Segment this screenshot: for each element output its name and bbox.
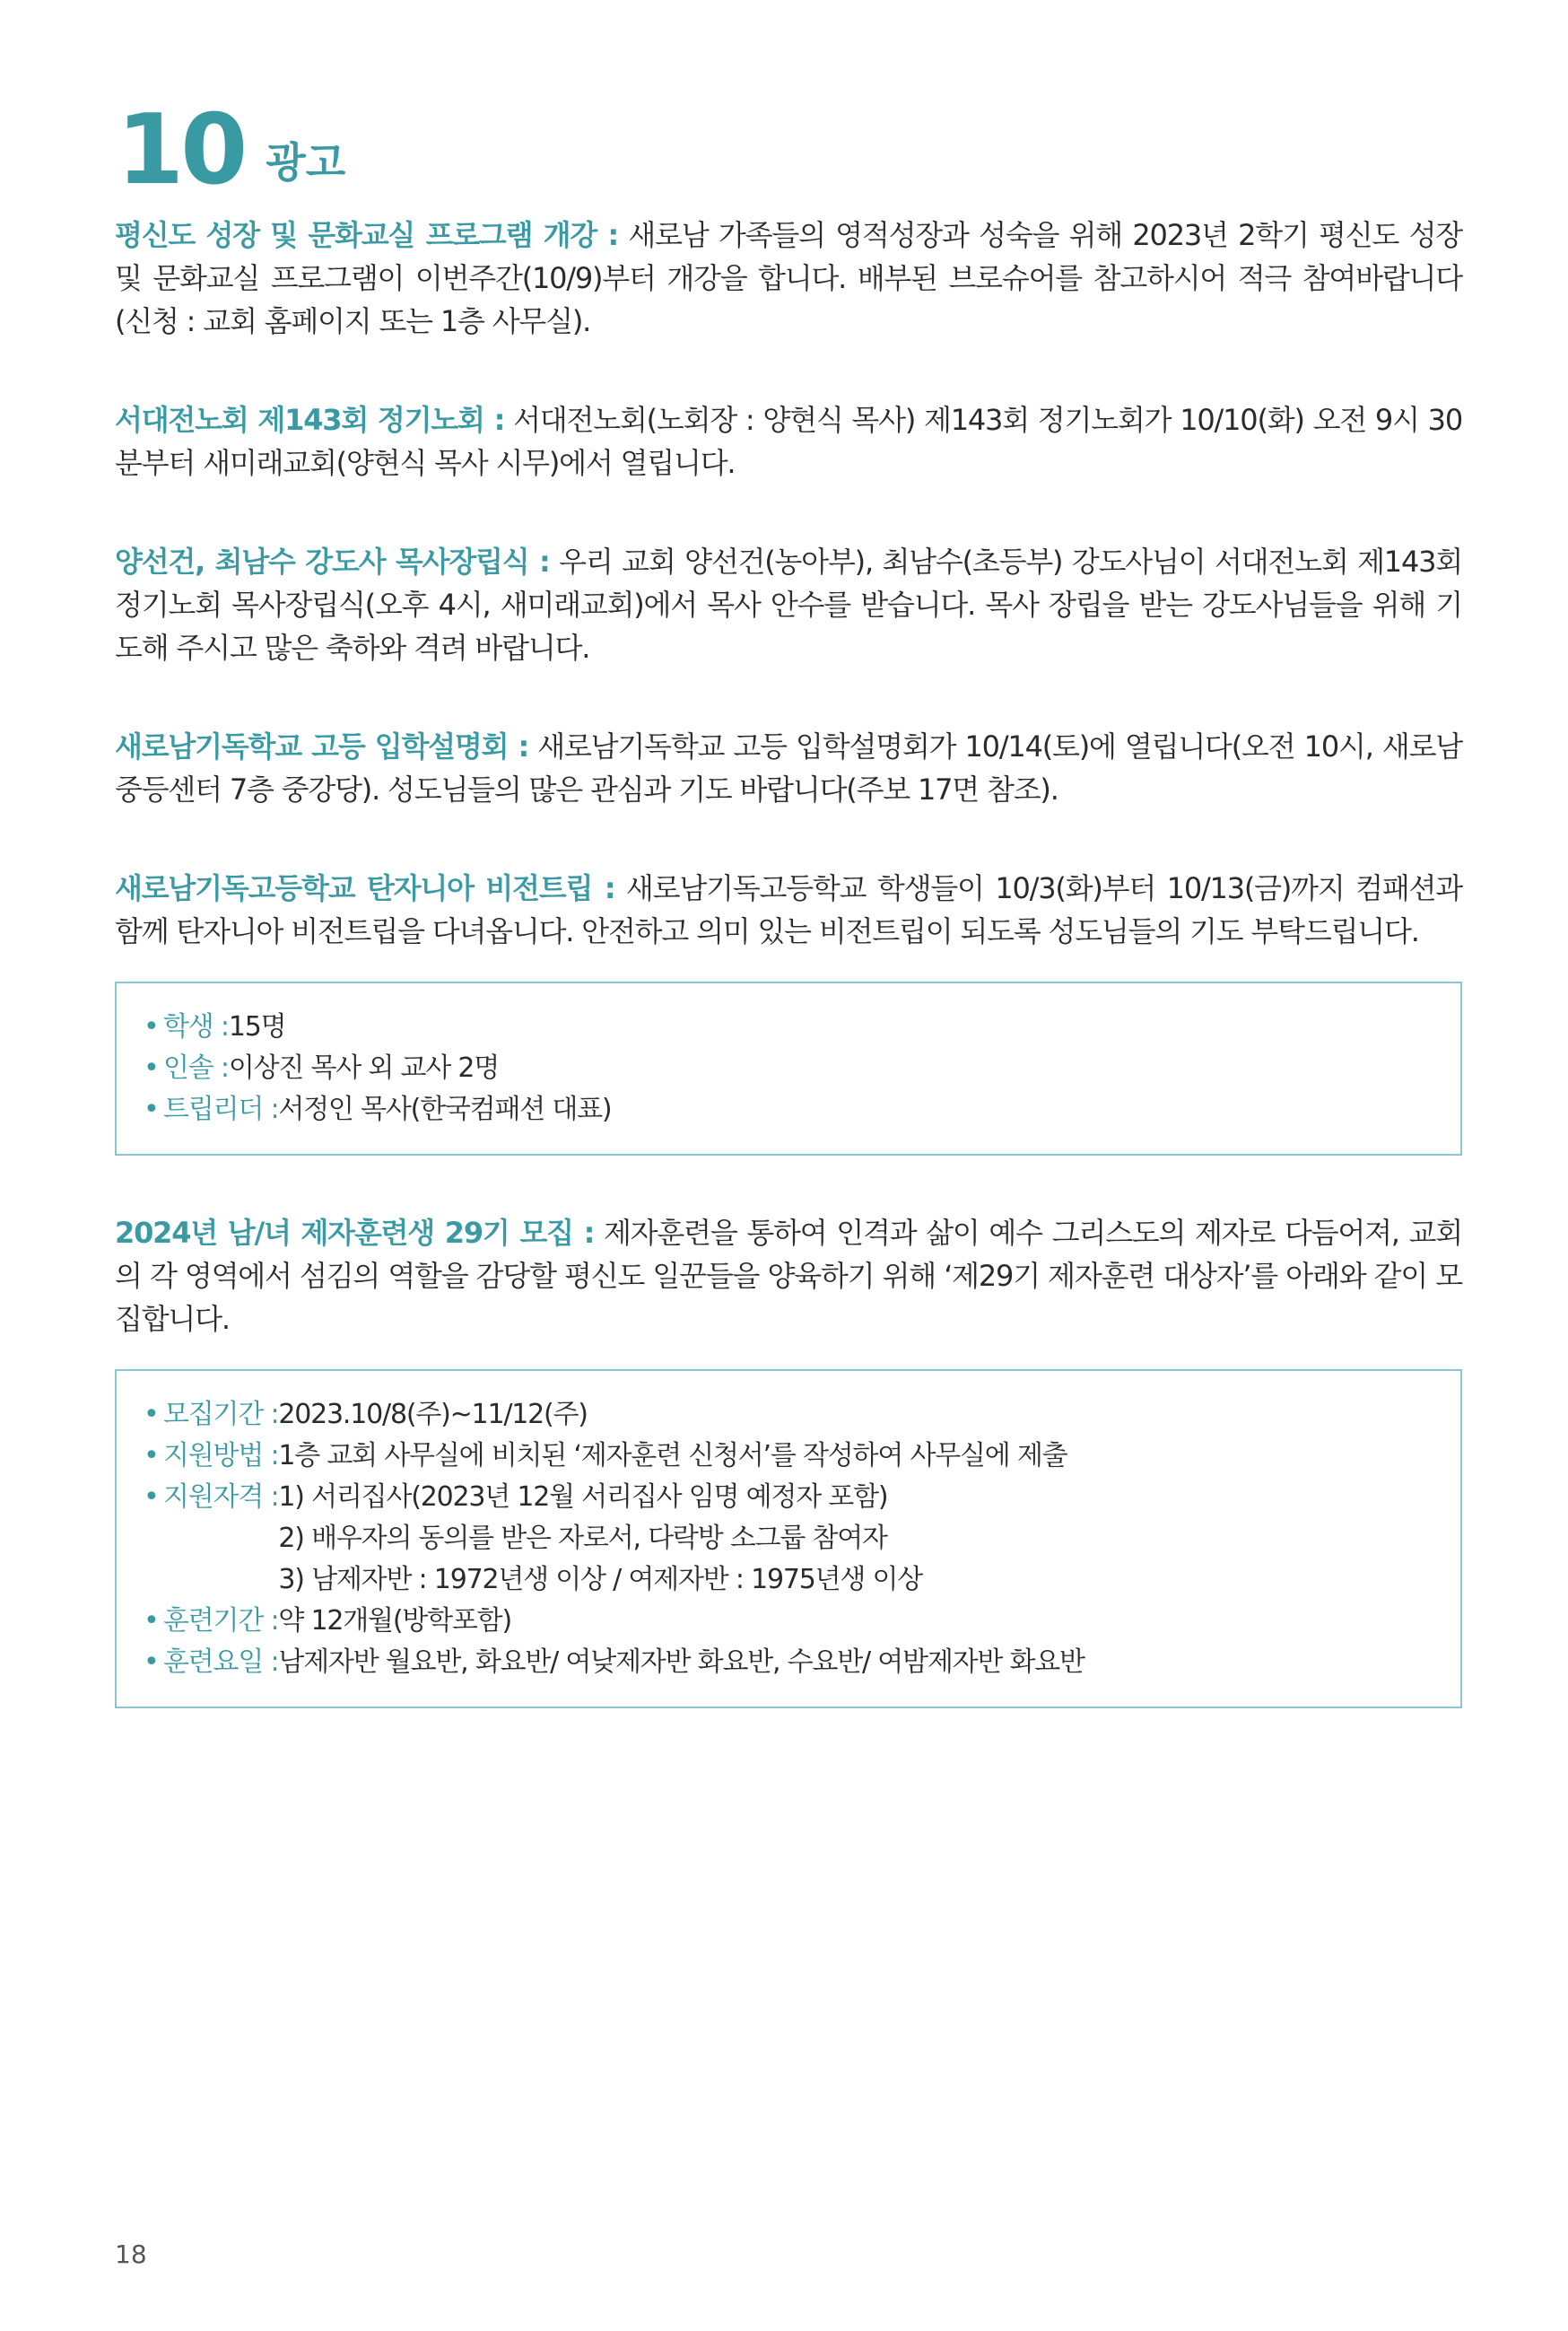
info-label: 인솔 :: [163, 1052, 229, 1084]
info-value: 남제자반 월요반, 화요반/ 여낮제자반 화요반, 수요반/ 여밤제자반 화요반: [278, 1646, 1085, 1678]
page-number: 18: [115, 2239, 147, 2269]
notice-title: 서대전노회 제143회 정기노회 :: [115, 403, 505, 437]
info-value: 이상진 목사 외 교사 2명: [228, 1052, 500, 1084]
info-label: 학생 :: [163, 1011, 229, 1043]
notice-title: 새로남기독고등학교 탄자니아 비전트립 :: [115, 871, 615, 905]
bullet-icon: •: [144, 1440, 159, 1471]
trip-info-row: [144, 1048, 1460, 1089]
info-value: 2023.10/8(주)~11/12(주): [278, 1399, 588, 1430]
info-value: 1) 서리집사(2023년 12월 서리집사 임명 예정자 포함): [278, 1481, 888, 1513]
trip-info-row: [144, 1007, 1460, 1048]
bullet-icon: •: [144, 1399, 159, 1430]
section-header: [117, 94, 346, 206]
trip-info-row: [144, 1089, 1460, 1131]
disciple-info-row: [144, 1601, 1460, 1642]
bullet-icon: •: [144, 1605, 159, 1637]
trip-info-box: [115, 982, 1462, 1156]
info-label: 지원자격 :: [163, 1481, 279, 1513]
info-label: 훈련기간 :: [163, 1605, 279, 1637]
notice-body: 새로남기독학교 고등 입학설명회가 10/14(토)에 열립니다(오전 10시, 새로남중등센터 7층 중강당). 성도님들의 많은 관심과 기도 바랍니다(주보 17면 참조).: [115, 729, 1462, 807]
qualification-lines: [278, 1477, 922, 1601]
info-label: 훈련요일 :: [163, 1646, 279, 1678]
bullet-icon: •: [144, 1052, 159, 1084]
notice-body: 새로남 가족들의 영적성장과 성숙을 위해 2023년 2학기 평신도 성장 및 문화교실 프로그램이 이번주간(10/9)부터 개강을 합니다. 배부된 브로슈어를 참고하시어 적극 참여바랍니다(신청 : 교회 홈페이지 또는 1층 사무실).: [115, 218, 1462, 338]
notice-admission: [115, 725, 1462, 811]
section-number: 10: [117, 94, 245, 206]
notice-lay-program: [115, 214, 1462, 343]
notice-title: 양선건, 최남수 강도사 목사장립식 :: [115, 545, 550, 579]
bullet-icon: •: [144, 1481, 159, 1513]
disciple-info-row: [144, 1394, 1460, 1436]
disciple-info-row: [144, 1642, 1460, 1683]
info-value: 3) 남제자반 : 1972년생 이상 / 여제자반 : 1975년생 이상: [278, 1564, 923, 1595]
notice-vision-trip: [115, 867, 1462, 953]
notice-body: 우리 교회 양선건(농아부), 최남수(초등부) 강도사님이 서대전노회 제143회 정기노회 목사장립식(오후 4시, 새미래교회)에서 목사 안수를 받습니다. 목사 장립을 받는 강도사님들을 위해 기도해 주시고 많은 축하와 격려 바랍니다.: [115, 545, 1462, 665]
info-label: 트립리더 :: [163, 1094, 279, 1125]
info-value: 15명: [228, 1011, 286, 1043]
notice-body: 서대전노회(노회장 : 양현식 목사) 제143회 정기노회가 10/10(화) 오전 9시 30분부터 새미래교회(양현식 목사 시무)에서 열립니다.: [115, 403, 1463, 480]
notice-body: 제자훈련을 통하여 인격과 삶이 예수 그리스도의 제자로 다듬어져, 교회의 각 영역에서 섬김의 역할을 감당할 평신도 일꾼들을 양육하기 위해 ‘제29기 제자훈련 대상자’를 아래와 같이 모집합니다.: [115, 1216, 1463, 1336]
notice-ordination: [115, 540, 1462, 669]
info-value: 서정인 목사(한국컴패션 대표): [278, 1094, 612, 1125]
bullet-icon: •: [144, 1646, 159, 1678]
disciple-info-box: [115, 1369, 1462, 1708]
info-value: 약 12개월(방학포함): [278, 1605, 511, 1637]
bullet-icon: •: [144, 1011, 159, 1043]
notice-title: 평신도 성장 및 문화교실 프로그램 개강 :: [115, 218, 619, 252]
info-label: 모집기간 :: [163, 1399, 279, 1430]
disciple-info-row: [144, 1436, 1460, 1477]
info-value: 2) 배우자의 동의를 받은 자로서, 다락방 소그룹 참여자: [278, 1523, 887, 1554]
info-label: 지원방법 :: [163, 1440, 279, 1471]
info-value: 1층 교회 사무실에 비치된 ‘제자훈련 신청서’를 작성하여 사무실에 제출: [278, 1440, 1067, 1471]
notices-content: [115, 214, 1462, 1764]
notice-title: 새로남기독학교 고등 입학설명회 :: [115, 729, 529, 764]
notice-title: 2024년 남/녀 제자훈련생 29기 모집 :: [115, 1216, 595, 1250]
notice-presbytery: [115, 398, 1462, 485]
disciple-info-row: [144, 1477, 1460, 1601]
notice-body: 새로남기독고등학교 학생들이 10/3(화)부터 10/13(금)까지 컴패션과 함께 탄자니아 비전트립을 다녀옵니다. 안전하고 의미 있는 비전트립이 되도록 성도님들의 기도 부탁드립니다.: [115, 871, 1463, 948]
notice-disciple-training: [115, 1211, 1462, 1340]
bullet-icon: •: [144, 1094, 159, 1125]
section-title: 광고: [266, 138, 346, 187]
